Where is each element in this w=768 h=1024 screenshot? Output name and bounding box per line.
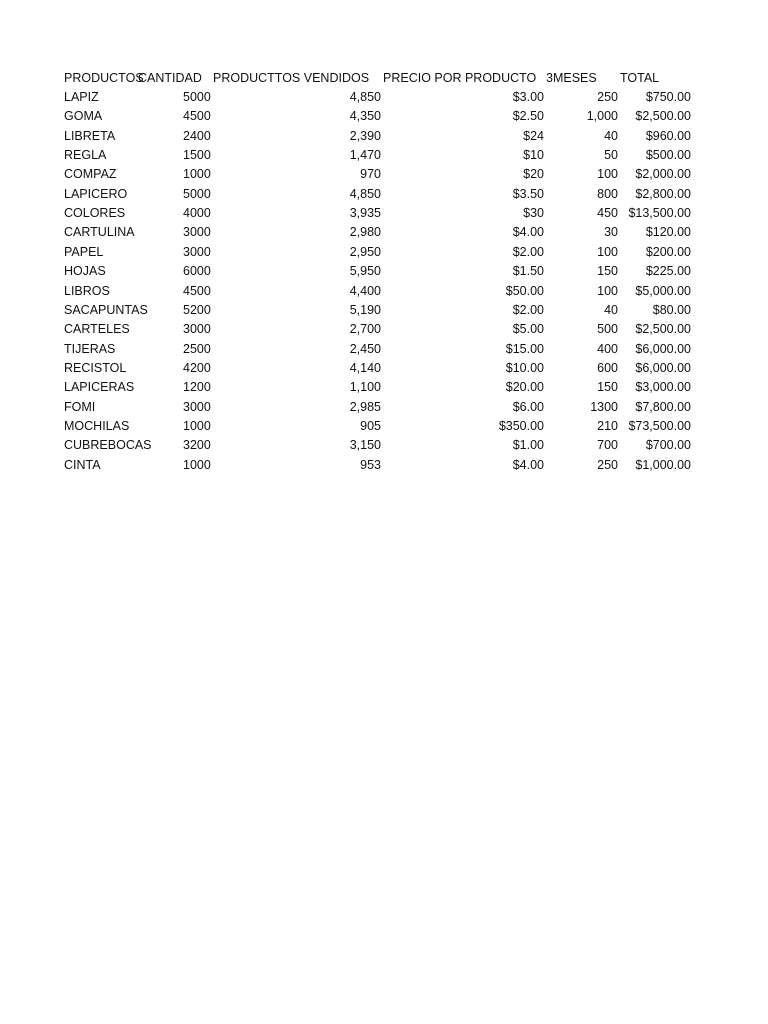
cell-producto: LAPICERO	[64, 186, 128, 201]
cell-vendidos: 953	[360, 457, 381, 472]
cell-total: $225.00	[645, 264, 691, 279]
table-row	[0, 107, 768, 126]
cell-meses: 150	[597, 380, 618, 395]
cell-precio: $6.00	[512, 399, 544, 414]
cell-producto: FOMI	[64, 399, 96, 414]
cell-cantidad: 5000	[183, 186, 211, 201]
cell-total: $6,000.00	[635, 360, 691, 375]
cell-cantidad: 1000	[183, 167, 211, 182]
cell-total: $7,800.00	[635, 399, 691, 414]
cell-producto: HOJAS	[64, 264, 106, 279]
cell-producto: CARTULINA	[64, 225, 135, 240]
cell-total: $3,000.00	[635, 380, 691, 395]
cell-vendidos: 4,400	[349, 283, 381, 298]
cell-cantidad: 4500	[183, 283, 211, 298]
table-row	[0, 127, 768, 146]
table-row	[0, 359, 768, 378]
cell-meses: 400	[597, 341, 618, 356]
cell-precio: $2.00	[512, 302, 544, 317]
cell-producto: COMPAZ	[64, 167, 117, 182]
cell-meses: 1300	[590, 399, 618, 414]
header-meses: 3MESES	[546, 71, 597, 85]
cell-producto: LIBROS	[64, 283, 110, 298]
cell-total: $960.00	[645, 128, 691, 143]
cell-meses: 100	[597, 244, 618, 259]
cell-total: $120.00	[645, 225, 691, 240]
header-row	[0, 69, 768, 88]
table-row	[0, 436, 768, 455]
cell-meses: 50	[604, 148, 618, 163]
cell-total: $700.00	[645, 438, 691, 453]
cell-producto: TIJERAS	[64, 341, 116, 356]
cell-vendidos: 4,850	[349, 186, 381, 201]
cell-precio: $15.00	[505, 341, 544, 356]
cell-meses: 500	[597, 322, 618, 337]
table-row	[0, 243, 768, 262]
cell-producto: GOMA	[64, 109, 103, 124]
cell-vendidos: 2,450	[349, 341, 381, 356]
cell-vendidos: 1,100	[349, 380, 381, 395]
table-row	[0, 185, 768, 204]
cell-precio: $50.00	[505, 283, 544, 298]
cell-total: $2,800.00	[635, 186, 691, 201]
cell-precio: $350.00	[498, 418, 544, 433]
cell-producto: LIBRETA	[64, 128, 116, 143]
cell-meses: 210	[597, 418, 618, 433]
cell-vendidos: 5,190	[349, 302, 381, 317]
cell-cantidad: 6000	[183, 264, 211, 279]
table-row	[0, 146, 768, 165]
cell-meses: 1,000	[586, 109, 618, 124]
cell-producto: COLORES	[64, 206, 126, 221]
cell-vendidos: 1,470	[349, 148, 381, 163]
cell-precio: $10.00	[505, 360, 544, 375]
cell-total: $750.00	[645, 90, 691, 104]
cell-precio: $1.00	[512, 438, 544, 453]
table-row	[0, 301, 768, 320]
header-productos: PRODUCTOS	[64, 71, 144, 85]
cell-precio: $5.00	[512, 322, 544, 337]
cell-cantidad: 2500	[183, 341, 211, 356]
cell-cantidad: 4500	[183, 109, 211, 124]
cell-precio: $2.00	[512, 244, 544, 259]
table-row	[0, 282, 768, 301]
cell-total: $200.00	[645, 244, 691, 259]
cell-producto: CARTELES	[64, 322, 130, 337]
cell-precio: $20.00	[505, 380, 544, 395]
cell-cantidad: 1200	[183, 380, 211, 395]
cell-cantidad: 1000	[183, 418, 211, 433]
cell-precio: $3.50	[512, 186, 544, 201]
cell-meses: 600	[597, 360, 618, 375]
header-cantidad: CANTIDAD	[138, 71, 202, 85]
cell-cantidad: 3000	[183, 225, 211, 240]
cell-producto: LAPIZ	[64, 90, 99, 104]
cell-meses: 30	[604, 225, 618, 240]
cell-total: $500.00	[645, 148, 691, 163]
cell-producto: LAPICERAS	[64, 380, 135, 395]
cell-precio: $24	[523, 128, 544, 143]
table-row	[0, 456, 768, 475]
cell-precio: $20	[523, 167, 544, 182]
cell-cantidad: 3000	[183, 244, 211, 259]
cell-total: $73,500.00	[628, 418, 691, 433]
cell-meses: 150	[597, 264, 618, 279]
cell-total: $2,500.00	[635, 322, 691, 337]
cell-cantidad: 2400	[183, 128, 211, 143]
header-precio: PRECIO POR PRODUCTO	[383, 71, 537, 85]
cell-precio: $30	[523, 206, 544, 221]
cell-producto: CUBREBOCAS	[64, 438, 152, 453]
cell-cantidad: 1000	[183, 457, 211, 472]
cell-vendidos: 2,390	[349, 128, 381, 143]
cell-meses: 40	[604, 302, 618, 317]
cell-precio: $4.00	[512, 457, 544, 472]
cell-cantidad: 5000	[183, 90, 211, 104]
cell-producto: SACAPUNTAS	[64, 302, 148, 317]
cell-cantidad: 5200	[183, 302, 211, 317]
cell-vendidos: 3,150	[349, 438, 381, 453]
cell-meses: 800	[597, 186, 618, 201]
cell-total: $80.00	[652, 302, 691, 317]
cell-cantidad: 1500	[183, 148, 211, 163]
cell-meses: 100	[597, 283, 618, 298]
cell-meses: 700	[597, 438, 618, 453]
table-row	[0, 340, 768, 359]
cell-precio: $10	[523, 148, 544, 163]
cell-meses: 250	[597, 457, 618, 472]
cell-total: $1,000.00	[635, 457, 691, 472]
table-row	[0, 223, 768, 242]
cell-meses: 100	[597, 167, 618, 182]
cell-vendidos: 2,980	[349, 225, 381, 240]
table-row	[0, 88, 768, 107]
cell-total: $2,500.00	[635, 109, 691, 124]
cell-precio: $2.50	[512, 109, 544, 124]
cell-cantidad: 3000	[183, 399, 211, 414]
table-row	[0, 398, 768, 417]
table-row	[0, 378, 768, 397]
table-row	[0, 165, 768, 184]
cell-producto: MOCHILAS	[64, 418, 130, 433]
table-row	[0, 204, 768, 223]
cell-precio: $4.00	[512, 225, 544, 240]
cell-vendidos: 2,950	[349, 244, 381, 259]
cell-meses: 40	[604, 128, 618, 143]
cell-vendidos: 5,950	[349, 264, 381, 279]
cell-vendidos: 2,700	[349, 322, 381, 337]
cell-vendidos: 4,350	[349, 109, 381, 124]
cell-total: $6,000.00	[635, 341, 691, 356]
cell-precio: $1.50	[512, 264, 544, 279]
cell-vendidos: 970	[360, 167, 381, 182]
cell-vendidos: 4,140	[349, 360, 381, 375]
cell-vendidos: 4,850	[349, 90, 381, 104]
table-row	[0, 262, 768, 281]
cell-vendidos: 905	[360, 418, 381, 433]
cell-precio: $3.00	[512, 90, 544, 104]
cell-vendidos: 3,935	[349, 206, 381, 221]
cell-producto: PAPEL	[64, 244, 104, 259]
table-row	[0, 417, 768, 436]
cell-meses: 250	[597, 90, 618, 104]
cell-meses: 450	[597, 206, 618, 221]
cell-vendidos: 2,985	[349, 399, 381, 414]
cell-producto: RECISTOL	[64, 360, 127, 375]
cell-cantidad: 4200	[183, 360, 211, 375]
cell-producto: REGLA	[64, 148, 107, 163]
header-vendidos: PRODUCTTOS VENDIDOS	[213, 71, 370, 85]
cell-total: $13,500.00	[628, 206, 691, 221]
cell-total: $5,000.00	[635, 283, 691, 298]
cell-total: $2,000.00	[635, 167, 691, 182]
cell-cantidad: 3200	[183, 438, 211, 453]
table-row	[0, 320, 768, 339]
cell-producto: CINTA	[64, 457, 101, 472]
cell-cantidad: 4000	[183, 206, 211, 221]
header-total: TOTAL	[620, 71, 660, 85]
cell-cantidad: 3000	[183, 322, 211, 337]
